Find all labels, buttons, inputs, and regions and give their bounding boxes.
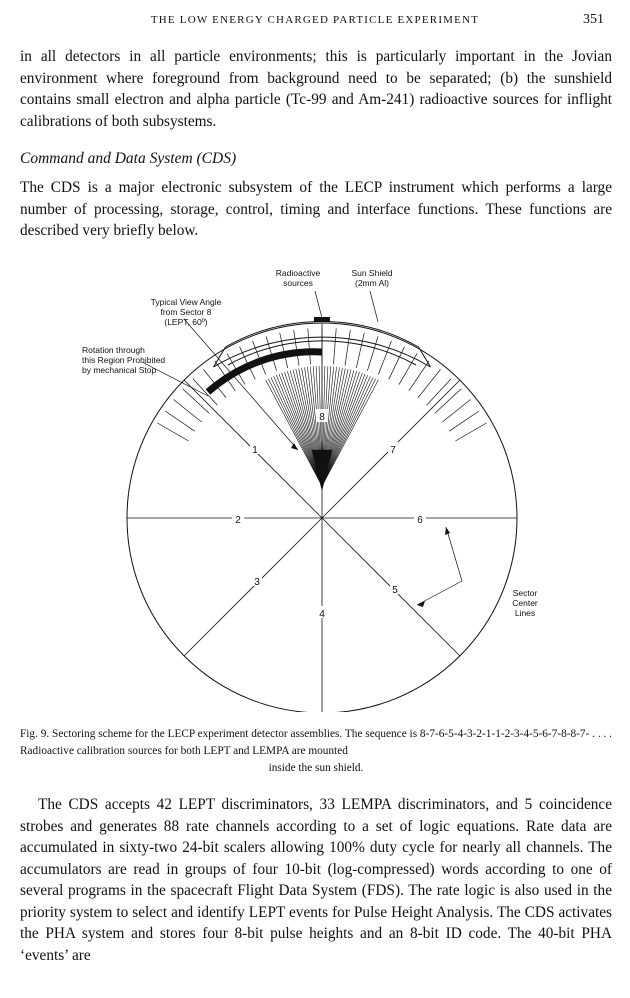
caption-line-2: inside the sun shield. (268, 762, 364, 774)
collimator-fin (280, 333, 288, 368)
view-cone-ray (322, 376, 370, 486)
page-number: 351 (583, 12, 604, 27)
running-head (0, 12, 630, 34)
view-cone-ray (274, 376, 322, 486)
label-rotation-3: by mechanical Stop (82, 365, 157, 375)
collimator-fin (367, 336, 378, 370)
collimator-fin (389, 347, 405, 380)
sectoring-figure (60, 262, 560, 712)
label-sunshield-1: Sun Shield (351, 268, 393, 278)
collimator-fin (455, 423, 486, 441)
label-view-angle-2: from Sector 8 (160, 307, 212, 317)
label-radioactive-1: Radioactive (275, 268, 321, 278)
paragraph-3: The CDS accepts 42 LEPT discriminators, 33 LEMPA discriminators, and 5 coincidence strobes and generates 88 rate channels according to a set of logic equations. Rate data are accumulated in sixty-two 24-bit scalers allowing 100% duty cycle for nearly all channels. The accumulators are read in groups of four 10-bit (log-compressed) words according to one of several programs in the spacecraft Flight Data System (FDS). The rate logic is also used in the priority system to select and identify LEPT events for Pulse Height Analysis. The CDS activates the PHA system and stores four 8-bit pulse heights and an 8-bit ID code. The 40-bit PHA ‘events’ are (20, 796, 612, 964)
sector-number-2: 2 (235, 515, 241, 526)
sector-number-3: 3 (254, 577, 260, 588)
figure-caption (20, 726, 612, 777)
collimator-fin (165, 411, 195, 431)
label-radioactive-2: sources (283, 278, 313, 288)
collimator-fin (308, 329, 311, 365)
view-cone-ray (282, 373, 322, 486)
label-sector-center-2: Center (512, 598, 538, 608)
label-rotation-1: Rotation through (82, 345, 145, 355)
label-rotation-2: this Region Prohibited (82, 355, 166, 365)
sector-number-1: 1 (252, 445, 258, 456)
collimator-fin (345, 330, 350, 366)
section-heading: Command and Data System (CDS) (20, 150, 237, 167)
collimator-fin (356, 333, 364, 368)
label-view-angle-1: Typical View Angle (150, 297, 222, 307)
collimator-fin (334, 329, 337, 365)
sectoring-diagram (60, 262, 560, 712)
sector-number-8: 8 (319, 412, 325, 423)
sector-number-5: 5 (392, 585, 398, 596)
label-sunshield-2: (2mm Al) (355, 278, 389, 288)
label-sector-center-1: Sector (512, 588, 538, 598)
arrowhead-view-angle (291, 443, 298, 450)
running-title: THE LOW ENERGY CHARGED PARTICLE EXPERIMENT (150, 14, 480, 26)
sector-number-6: 6 (417, 515, 423, 526)
collimator-fin (158, 423, 189, 441)
sector-number-4: 4 (319, 609, 325, 620)
label-view-angle-3: (LEPT, 60º) (164, 317, 208, 327)
view-cone-ray (322, 373, 362, 486)
view-cone (266, 366, 379, 490)
caption-line-1: Fig. 9. Sectoring scheme for the LECP experiment detector assemblies. The sequence is 8-7-6-5-4-3-2-1-1-2-3-4-5-6-7-8-8-7- . . . . Radioactive calibration sources for both LEPT and LEMPA are mounted (20, 728, 612, 757)
label-sector-center-3: Lines (514, 608, 536, 618)
paragraph-2: The CDS is a major electronic subsystem of the LECP instrument which performs a large number of processing, storage, control, timing and interface functions. These functions are described very briefly below. (20, 179, 612, 239)
collimator-fin (294, 330, 299, 366)
arrowhead-center-6 (445, 527, 450, 535)
collimator-fin (409, 361, 429, 391)
paragraph-1: in all detectors in all particle environments; this is particularly important in the Jovian environment where foreground from background need to be separated; (b) the sunshield contains small electron and alpha particle (Tc-99 and Am-241) radioactive sources for inflight calibrations of both subsystems. (20, 48, 612, 130)
collimator-fin (449, 411, 479, 431)
sector-number-7: 7 (390, 445, 396, 456)
